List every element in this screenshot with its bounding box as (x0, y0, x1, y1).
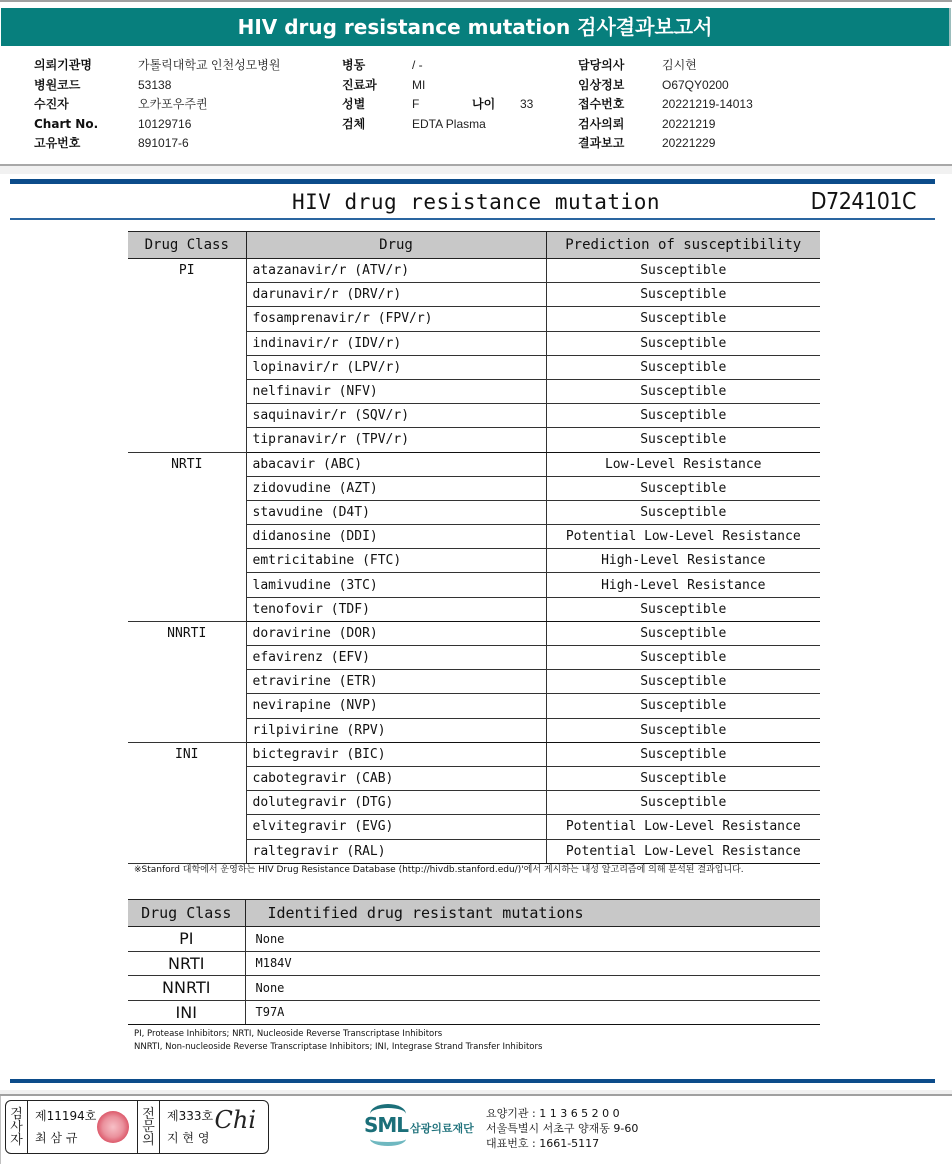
info-row-department (342, 76, 533, 96)
info-value: EDTA Plasma (412, 116, 486, 131)
table-row (128, 621, 820, 645)
label-char: 사 (10, 1119, 23, 1135)
prediction-cell: Susceptible (546, 259, 820, 283)
info-value: 오카포우주퀸 (138, 97, 208, 111)
company-name: 삼광의료재단 (410, 1122, 474, 1135)
info-row-specimen (342, 115, 533, 135)
info-row-sex-age (342, 95, 533, 115)
drug-class-cell: INI (128, 1000, 245, 1025)
drug-cell: lamivudine (3TC) (246, 573, 546, 597)
drug-cell: rilpivirine (RPV) (246, 718, 546, 742)
drug-cell: bictegravir (BIC) (246, 742, 546, 766)
col-header-drug-class: Drug Class (128, 900, 245, 927)
info-value: O67QY0200 (662, 77, 729, 92)
specialist-label (138, 1101, 160, 1153)
drug-cell: abacavir (ABC) (246, 452, 546, 476)
drug-cell: atazanavir/r (ATV/r) (246, 259, 546, 283)
prediction-cell: Susceptible (546, 670, 820, 694)
drug-cell: doravirine (DOR) (246, 621, 546, 645)
prediction-cell: Susceptible (546, 766, 820, 790)
footer-edge (0, 1096, 1, 1164)
info-label: 병동 (342, 58, 366, 72)
drug-cell: didanosine (DDI) (246, 525, 546, 549)
prediction-cell: Potential Low-Level Resistance (546, 815, 820, 839)
prediction-cell: Potential Low-Level Resistance (546, 525, 820, 549)
examiner-label (6, 1101, 28, 1153)
info-row-requesting-institution (34, 56, 280, 76)
drug-class-cell: PI (128, 927, 245, 952)
specialist-license: 제333호 (167, 1109, 214, 1123)
prediction-cell: Susceptible (546, 379, 820, 403)
drug-cell: emtricitabine (FTC) (246, 549, 546, 573)
mutation-cell: None (245, 976, 820, 1001)
patient-info-col3 (578, 56, 753, 154)
blue-rule-thin (10, 218, 935, 220)
info-value: MI (412, 77, 426, 92)
blue-rule-top (10, 179, 935, 184)
abbreviations-footnote (134, 1028, 542, 1054)
drug-class-cell: PI (128, 259, 246, 453)
prediction-cell: Susceptible (546, 597, 820, 621)
col-header-drug: Drug (246, 232, 546, 259)
prediction-cell: Susceptible (546, 646, 820, 670)
info-label: 나이 (472, 97, 496, 111)
prediction-cell: Susceptible (546, 621, 820, 645)
drug-class-cell: NRTI (128, 951, 245, 976)
info-value: 33 (520, 97, 534, 111)
company-info (486, 1106, 638, 1151)
info-value: 20221219-14013 (662, 97, 753, 111)
info-row-hospital-code (34, 76, 280, 96)
info-row-chart-no (34, 115, 280, 135)
mutation-table (128, 899, 820, 1025)
info-label: 검체 (342, 116, 366, 131)
col-header-prediction: Prediction of susceptibility (546, 232, 820, 259)
drug-cell: tenofovir (TDF) (246, 597, 546, 621)
report-code: D724101C (810, 189, 916, 215)
col-header-drug-class: Drug Class (128, 232, 246, 259)
prediction-cell: Susceptible (546, 404, 820, 428)
label-char: 의 (142, 1132, 155, 1148)
report-title-bar: HIV drug resistance mutation 검사결과보고서 (1, 8, 951, 46)
drug-class-cell: INI (128, 742, 246, 863)
info-label: 진료과 (342, 77, 377, 92)
drug-cell: nelfinavir (NFV) (246, 379, 546, 403)
drug-cell: raltegravir (RAL) (246, 839, 546, 863)
prediction-cell: Susceptible (546, 283, 820, 307)
info-label: 담당의사 (578, 58, 625, 72)
table-row (128, 452, 820, 476)
examiner-license: 제11194호 (35, 1109, 97, 1123)
logo-text: SML (364, 1113, 409, 1137)
prediction-cell: High-Level Resistance (546, 549, 820, 573)
info-label: 임상정보 (578, 77, 625, 92)
label-char: 검 (10, 1106, 23, 1122)
info-value: 53138 (138, 77, 172, 92)
drug-cell: stavudine (D4T) (246, 500, 546, 524)
company-phone: 대표번호 : 1661-5117 (486, 1137, 600, 1150)
susceptibility-table (128, 231, 820, 864)
prediction-cell: Potential Low-Level Resistance (546, 839, 820, 863)
info-value: / - (412, 58, 423, 72)
prediction-cell: Susceptible (546, 307, 820, 331)
table-row (128, 1000, 820, 1025)
info-value: 김시현 (662, 58, 697, 72)
drug-cell: elvitegravir (EVG) (246, 815, 546, 839)
specialist-cell (160, 1101, 268, 1153)
prediction-cell: Susceptible (546, 718, 820, 742)
info-value: 20221219 (662, 116, 716, 131)
info-row-request-date (578, 115, 753, 135)
drug-cell: zidovudine (AZT) (246, 476, 546, 500)
prediction-cell: Susceptible (546, 428, 820, 452)
info-label: 성별 (342, 97, 366, 111)
prediction-cell: Susceptible (546, 500, 820, 524)
prediction-cell: Susceptible (546, 694, 820, 718)
prediction-cell: Susceptible (546, 331, 820, 355)
stanford-footnote: ※Stanford 대학에서 운영하는 HIV Drug Resistance Database (http://hivdb.stanford.edu/)'에서 게시하는 내성 알고리즘에 의해 분석된 결과입니다. (134, 865, 744, 875)
info-row-doctor (578, 56, 753, 76)
examiner-name: 최 삼 규 (35, 1131, 78, 1145)
prediction-cell: High-Level Resistance (546, 573, 820, 597)
info-row-report-date (578, 134, 753, 154)
info-label: 고유번호 (34, 136, 81, 150)
prediction-cell: Susceptible (546, 742, 820, 766)
info-value: 891017-6 (138, 136, 189, 150)
label-char: 문 (142, 1119, 155, 1135)
drug-cell: saquinavir/r (SQV/r) (246, 404, 546, 428)
col-header-mutations: Identified drug resistant mutations (245, 900, 820, 927)
table-row (128, 927, 820, 952)
blue-rule-bottom (10, 1079, 935, 1083)
info-value: 10129716 (138, 116, 192, 131)
drug-cell: etravirine (ETR) (246, 670, 546, 694)
info-value: F (412, 97, 420, 111)
table-header-row (128, 232, 820, 259)
drug-cell: darunavir/r (DRV/r) (246, 283, 546, 307)
info-label: 접수번호 (578, 97, 625, 111)
info-row-clinical-info (578, 76, 753, 96)
drug-cell: dolutegravir (DTG) (246, 791, 546, 815)
label-char: 전 (142, 1106, 155, 1122)
mutation-cell: T97A (245, 1000, 820, 1025)
drug-cell: fosamprenavir/r (FPV/r) (246, 307, 546, 331)
specialist-name: 지 현 영 (167, 1131, 210, 1145)
handwritten-signature: Chi (214, 1106, 256, 1134)
table-row (128, 951, 820, 976)
prediction-cell: Low-Level Resistance (546, 452, 820, 476)
company-address: 서울특별시 서초구 양재동 9-60 (486, 1122, 639, 1135)
drug-class-cell: NNRTI (128, 976, 245, 1001)
info-label: Chart No. (34, 116, 99, 131)
info-value: 가톨릭대학교 인천성모병원 (138, 58, 281, 72)
top-rule (0, 0, 952, 2)
table-row (128, 742, 820, 766)
patient-info-col1 (34, 56, 280, 154)
info-value: 20221229 (662, 136, 716, 150)
info-row-patient-name (34, 95, 280, 115)
examiner-cell (28, 1101, 138, 1153)
mutation-cell: None (245, 927, 820, 952)
prediction-cell: Susceptible (546, 791, 820, 815)
footer-divider (0, 1094, 952, 1096)
divider-band (0, 166, 952, 174)
table-header-row (128, 900, 820, 927)
seal-stamp-icon (97, 1111, 129, 1143)
sml-logo (364, 1104, 484, 1148)
info-row-accession-no (578, 95, 753, 115)
info-label: 의뢰기관명 (34, 58, 92, 72)
info-row-ward (342, 56, 533, 76)
prediction-cell: Susceptible (546, 476, 820, 500)
info-row-unique-id (34, 134, 280, 154)
table-row (128, 976, 820, 1001)
table-row (128, 259, 820, 283)
drug-cell: cabotegravir (CAB) (246, 766, 546, 790)
drug-class-cell: NRTI (128, 452, 246, 621)
drug-cell: nevirapine (NVP) (246, 694, 546, 718)
abbreviation-line: PI, Protease Inhibitors; NRTI, Nucleoside Reverse Transcriptase Inhibitors (134, 1029, 443, 1039)
patient-info-col2 (342, 56, 533, 134)
drug-cell: tipranavir/r (TPV/r) (246, 428, 546, 452)
label-char: 자 (10, 1132, 23, 1148)
info-label: 결과보고 (578, 136, 625, 150)
institution-code: 요양기관 : 1 1 3 6 5 2 0 0 (486, 1107, 620, 1120)
mutation-cell: M184V (245, 951, 820, 976)
drug-cell: efavirenz (EFV) (246, 646, 546, 670)
prediction-cell: Susceptible (546, 355, 820, 379)
drug-cell: lopinavir/r (LPV/r) (246, 355, 546, 379)
report-heading: HIV drug resistance mutation (291, 190, 660, 214)
drug-class-cell: NNRTI (128, 621, 246, 742)
signature-box (5, 1100, 269, 1154)
abbreviation-line: NNRTI, Non-nucleoside Reverse Transcriptase Inhibitors; INI, Integrase Strand Transfer Inhibitors (134, 1042, 543, 1052)
info-label: 수진자 (34, 97, 69, 111)
info-label: 검사의뢰 (578, 116, 625, 131)
info-label: 병원코드 (34, 77, 81, 92)
drug-cell: indinavir/r (IDV/r) (246, 331, 546, 355)
